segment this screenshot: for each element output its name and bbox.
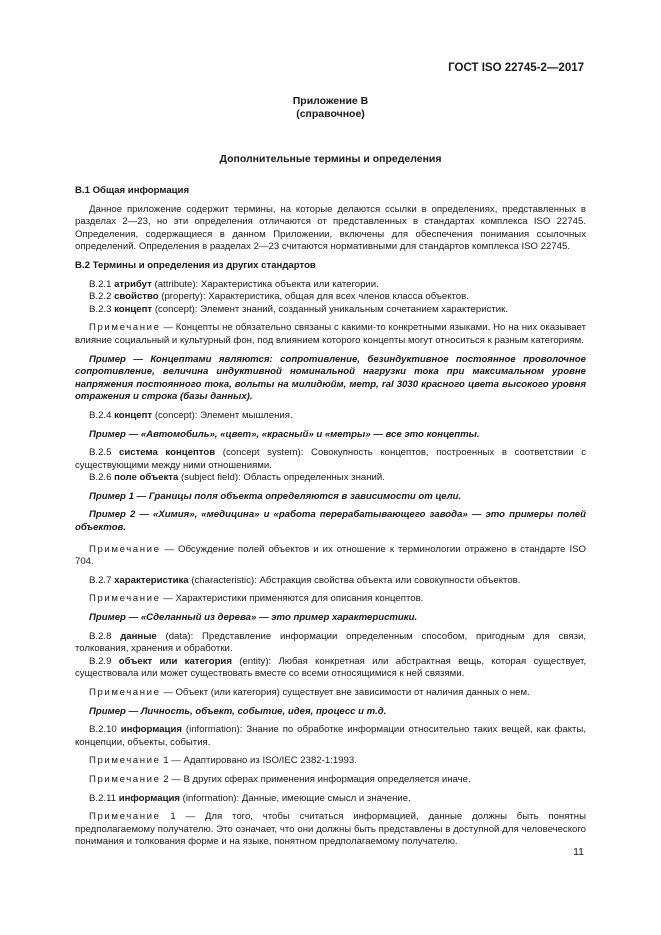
- appendix-subtitle: (справочное): [296, 108, 365, 120]
- term-entry: В.2.10 информация (information): Знание по обработке информации относительно таких вещей, как факты, концепции, объекты, события.: [75, 724, 586, 748]
- section-title: Дополнительные термины и определения: [219, 153, 442, 165]
- example: Пример — Личность, объект, событие, идея, процесс и т.д.: [89, 705, 387, 717]
- example: Пример — Концептами являются: сопротивление, безиндуктивное постоянное проволочное сопротивление, величина индуктивной номинальной нагрузки тока при максимальном уровне напряжения постоянного тока, вольты на милидюйм, метр, ral 3030 красного цвета высокого уровня отражения и строка (базы данных).: [75, 353, 586, 403]
- b1-text: Данное приложение содержит термины, на которые делаются ссылки в определениях, представленных в разделах 2—23, но эти определения отличаются от представленных в стандартах комплекса ISO 22745. Определения, содержащиеся в данном Приложении, включены для обеспечения понимания ссылочных определений. Определения в разделах 2—23 считаются нормативными для стандартов комплекса ISO 22745.: [75, 203, 586, 253]
- term-entry: В.2.11 информация (information): Данные, имеющие смысл и значение.: [89, 792, 411, 804]
- note: Примечание — Концепты не обязательно связаны с какими-то конкретными языками. Но на них оказывает влияние социальный и культурный фон, под влиянием которого концепты могут относиться к разным категориям.: [75, 322, 586, 346]
- example: Пример — «Автомобиль», «цвет», «красный» и «метры» — все это концепты.: [89, 428, 480, 440]
- term-entry: В.2.2 свойство (property): Характеристика, общая для всех членов класса объектов.: [89, 291, 469, 303]
- term-entry: В.2.4 концепт (concept): Элемент мышления.: [89, 409, 293, 421]
- term-entry: В.2.6 поле объекта (subject field): Область определенных знаний.: [89, 472, 385, 484]
- note: Примечание 1 — Адаптировано из ISO/IEC 2382-1:1993.: [89, 755, 357, 767]
- term-entry: В.2.3 концепт (concept): Элемент знаний, созданный уникальным сочетанием характеристик.: [89, 303, 509, 315]
- example: Пример — «Сделанный из дерева» — это пример характеристики.: [89, 612, 418, 624]
- note: Примечание — Характеристики применяются для описания концептов.: [89, 593, 424, 605]
- note: Примечание 1 — Для того, чтобы считаться информацией, данные должны быть понятны предполагаемому получателю. Это означает, что они должны быть представлены в доступной для человеческого понимания и толкования форме и на языке, понятном предполагаемому получателю.: [75, 811, 586, 848]
- note: Примечание 2 — В других сферах применения информация определяется иначе.: [89, 773, 471, 785]
- standard-code: ГОСТ ISO 22745-2—2017: [448, 62, 584, 74]
- b2-heading: В.2 Термины и определения из других стандартов: [75, 259, 316, 271]
- term-entry: В.2.9 объект или категория (entity): Любая конкретная или абстрактная вещь, которая существует, существовала или может существовать вместе со всеми относящимися к ней связями.: [75, 655, 586, 680]
- b1-heading: В.1 Общая информация: [75, 185, 190, 196]
- appendix-heading: [0, 95, 661, 121]
- appendix-title: Приложение В: [292, 95, 369, 107]
- page-number: 11: [573, 846, 584, 858]
- document-body: [75, 185, 586, 849]
- term-entry: В.2.8 данные (data): Представление информации определенным способом, пригодным для связи, толкования, хранения и обработки.: [75, 630, 586, 655]
- example: Пример 1 — Границы поля объекта определяются в зависимости от цели.: [89, 490, 462, 502]
- term-entry: В.2.5 система концептов (concept system): Совокупность концептов, построенных в соответствии с существующими между ними отношениями.: [75, 447, 587, 471]
- term-entry: В.2.7 характеристика (characteristic): Абстракция свойства объекта или совокупности объектов.: [89, 574, 521, 586]
- example: Пример 2 — «Химия», «медицина» и «работа перерабатывающего завода» — это примеры полей объектов.: [75, 509, 586, 534]
- term-entry: В.2.1 атрибут (attribute): Характеристика объекта или категории.: [89, 278, 379, 290]
- note: Примечание — Обсуждение полей объектов и их отношение к терминологии отражено в стандарте ISO 704.: [75, 543, 586, 568]
- note: Примечание — Объект (или категория) существует вне зависимости от наличия данных о нем.: [89, 687, 530, 698]
